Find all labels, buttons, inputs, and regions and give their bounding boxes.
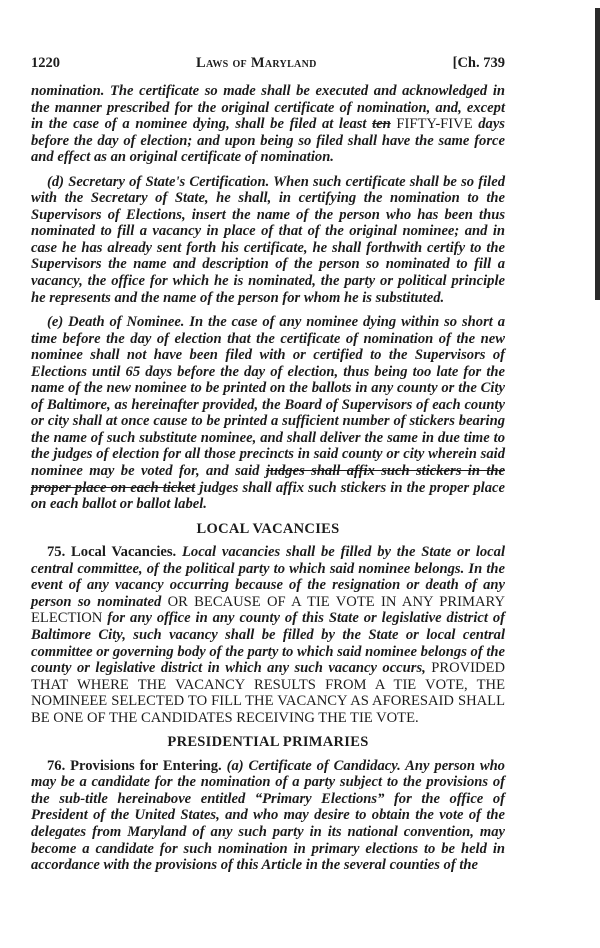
running-head [31, 55, 505, 77]
paragraph-death-of-nominee [31, 314, 505, 513]
paragraph-secretary-certification: (d) Secretary of State's Certification. When such certificate shall be so filed with the Secretary of State, he shall, in certifying the nomination to the Supervisors of Elections, insert the name of the person who has been thus nominated to fill a vacancy in place of that of the original nominee; and in case he has already sent forth his certificate, he shall forthwith certify to the Supervisors the name and description of the person so nominated to fill a vacancy, the office for which he is nominated, the party or political principle he represents and the name of the person for whom he is substituted. [31, 173, 505, 306]
text-run: (a) Certificate of Candidacy. Any person who may be a candidate for the nomination of a party subject to the provisions of the sub-title hereinabove entitled “Primary Elections” for the office of President of the United States, and who may desire to obtain the vote of the delegates from Maryland of any such party in its national convention, may become a candidate for such nomination in primary elections to be held in accordance with the provisions of this Article in the several counties of the [31, 757, 505, 874]
section-number-title: 76. Provisions for Entering. [47, 757, 222, 774]
paragraph-local-vacancies [31, 544, 505, 726]
struck-text: ten [372, 116, 391, 133]
inserted-text: OR BECAUSE OF A TIE VOTE IN ANY PRIMARY ELECTION [31, 593, 505, 627]
document-body [31, 83, 505, 874]
inserted-text: FIFTY-FIVE [390, 116, 479, 133]
text-run: nomination. The certificate so made shall be executed and acknowledged in the manner prescribed for the original certificate of nomination, and, except in the case of a nominee dying, shall be filed at least [31, 83, 505, 133]
text-run: (e) Death of Nominee. In the case of any nominee dying within so short a time before the day of election that the certificate of nomination of the new nominee shall not have been filed with or certified to the Supervisors of Elections until 65 days before the day of election, thus being too late for the name of the new nominee to be printed on the ballots in any county or the City of Baltimore, as hereinafter provided, the Board of Supervisors of each county or city shall at once cause to be printed a sufficient number of stickers bearing the name of such substitute nominee, and shall deliver the same in due time to the judges of election for all those precincts in said county or city wherein said nominee may be voted for, and said [31, 314, 505, 480]
section-heading-presidential-primaries: PRESIDENTIAL PRIMARIES [167, 734, 369, 751]
document-page [31, 55, 505, 882]
text-run: days before the day of election; and upon being so filed shall have the same force and effect as an original certificate of nomination. [31, 116, 505, 166]
running-title: Laws of Maryland [196, 55, 317, 71]
scan-edge-shadow [595, 8, 600, 300]
chapter-label: [Ch. 739 [452, 55, 505, 71]
section-number-title: 75. Local Vacancies. [47, 544, 177, 561]
inserted-text: PROVIDED THAT WHERE THE VACANCY RESULTS FROM A TIE VOTE, THE NOMINEEE SELECTED TO FILL THE VACANCY AS AFORESAID SHALL BE ONE OF THE CANDIDATES RECEIVING THE TIE VOTE. [31, 660, 505, 726]
struck-text: judges shall affix such stickers in the proper place on each ticket [31, 463, 505, 496]
paragraph-continuation [31, 83, 505, 166]
paragraph-provisions-for-entering [31, 758, 505, 874]
text-run: for any office in any county of this State or legislative district of Baltimore City, such vacancy shall be filled by the State or local central committee or governing body of the party to which said nominee belongs of the county or legislative district in which any such vacancy occurs, [31, 610, 505, 677]
page-number: 1220 [31, 55, 60, 71]
text-run: judges shall affix such stickers in the proper place on each ballot or ballot label. [31, 479, 505, 513]
text-run: Local vacancies shall be filled by the State or local central committee, of the political party to which said nominee belongs. In the event of any vacancy occurring because of the resignation or death of any person so nominated [31, 544, 506, 610]
section-heading-local-vacancies: LOCAL VACANCIES [196, 520, 340, 537]
